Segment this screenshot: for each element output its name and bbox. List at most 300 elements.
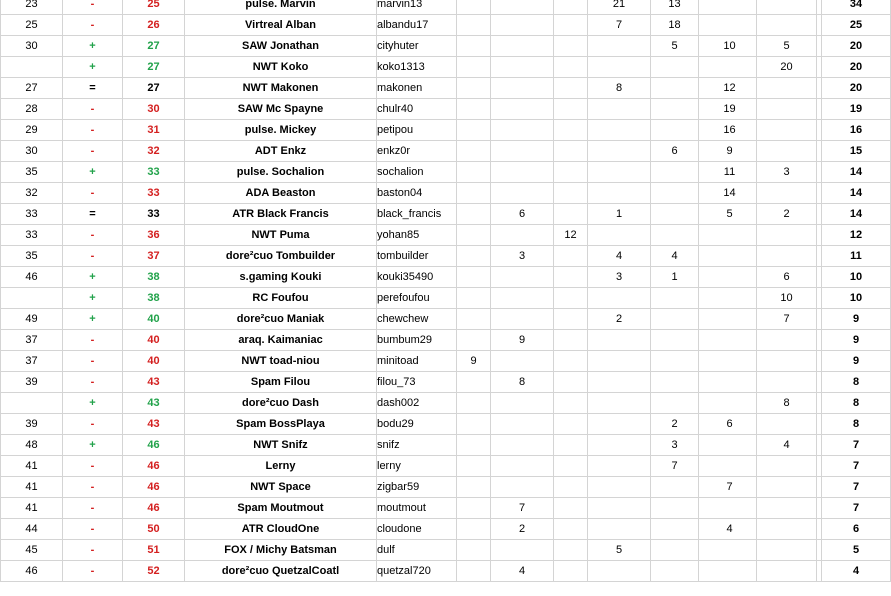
nickname-cell: chulr40 (377, 99, 457, 120)
score-cell (491, 141, 554, 162)
player-team-cell: SAW Mc Spayne (185, 99, 377, 120)
trend-indicator: + (63, 435, 123, 456)
total-points-cell: 10 (822, 267, 891, 288)
score-cell (457, 309, 491, 330)
score-cell (757, 120, 817, 141)
score-cell (554, 498, 588, 519)
player-team-cell: pulse. Marvin (185, 0, 377, 15)
score-cell (651, 288, 699, 309)
score-cell (651, 330, 699, 351)
score-cell (699, 372, 757, 393)
table-row (1, 456, 891, 477)
nickname-cell: koko1313 (377, 57, 457, 78)
total-points-cell: 15 (822, 141, 891, 162)
score-cell (757, 99, 817, 120)
player-team-cell: RC Foufou (185, 288, 377, 309)
total-points-cell: 9 (822, 309, 891, 330)
total-points-cell: 20 (822, 36, 891, 57)
score-cell (757, 246, 817, 267)
score-cell: 5 (699, 204, 757, 225)
nickname-cell: moutmout (377, 498, 457, 519)
score-cell (699, 498, 757, 519)
rank-cell: 46 (123, 477, 185, 498)
score-cell: 16 (699, 120, 757, 141)
score-cell (554, 435, 588, 456)
nickname-cell: cityhuter (377, 36, 457, 57)
score-cell: 8 (588, 78, 651, 99)
score-cell (554, 351, 588, 372)
score-cell (651, 477, 699, 498)
score-cell (588, 456, 651, 477)
player-team-cell: araq. Kaimaniac (185, 330, 377, 351)
previous-rank-cell: 37 (1, 330, 63, 351)
score-cell (457, 435, 491, 456)
score-cell: 7 (699, 477, 757, 498)
trend-indicator: - (63, 561, 123, 582)
rank-cell: 51 (123, 540, 185, 561)
score-cell (757, 0, 817, 15)
nickname-cell: marvin13 (377, 0, 457, 15)
score-cell (699, 309, 757, 330)
previous-rank-cell: 46 (1, 267, 63, 288)
nickname-cell: petipou (377, 120, 457, 141)
score-cell (491, 36, 554, 57)
total-points-cell: 25 (822, 15, 891, 36)
total-points-cell: 20 (822, 78, 891, 99)
score-cell (651, 162, 699, 183)
score-cell (757, 225, 817, 246)
score-cell: 2 (757, 204, 817, 225)
rank-cell: 46 (123, 498, 185, 519)
rank-cell: 30 (123, 99, 185, 120)
score-cell (651, 57, 699, 78)
score-cell (491, 183, 554, 204)
score-cell (699, 351, 757, 372)
total-points-cell: 16 (822, 120, 891, 141)
score-cell (457, 393, 491, 414)
score-cell: 1 (651, 267, 699, 288)
previous-rank-cell: 45 (1, 540, 63, 561)
previous-rank-cell: 28 (1, 99, 63, 120)
score-cell (757, 477, 817, 498)
previous-rank-cell: 30 (1, 36, 63, 57)
player-team-cell: Spam Moutmout (185, 498, 377, 519)
score-cell (554, 372, 588, 393)
rank-cell: 37 (123, 246, 185, 267)
score-cell (457, 36, 491, 57)
score-cell: 12 (699, 78, 757, 99)
score-cell (457, 141, 491, 162)
score-cell (554, 141, 588, 162)
previous-rank-cell (1, 393, 63, 414)
score-cell: 10 (699, 36, 757, 57)
score-cell: 5 (588, 540, 651, 561)
score-cell (588, 435, 651, 456)
previous-rank-cell: 30 (1, 141, 63, 162)
score-cell (588, 162, 651, 183)
score-cell (554, 456, 588, 477)
table-row (1, 372, 891, 393)
score-cell (757, 15, 817, 36)
rank-cell: 25 (123, 0, 185, 15)
score-cell (588, 477, 651, 498)
previous-rank-cell (1, 57, 63, 78)
score-cell (457, 519, 491, 540)
score-cell (651, 351, 699, 372)
score-cell (457, 57, 491, 78)
score-cell (651, 204, 699, 225)
score-cell (457, 477, 491, 498)
score-cell (491, 15, 554, 36)
player-team-cell: pulse. Mickey (185, 120, 377, 141)
score-cell (699, 330, 757, 351)
nickname-cell: bodu29 (377, 414, 457, 435)
score-cell (757, 330, 817, 351)
score-cell (699, 0, 757, 15)
table-row (1, 267, 891, 288)
rank-cell: 46 (123, 456, 185, 477)
total-points-cell: 19 (822, 99, 891, 120)
score-cell (554, 288, 588, 309)
previous-rank-cell: 49 (1, 309, 63, 330)
previous-rank-cell: 23 (1, 0, 63, 15)
score-cell (457, 540, 491, 561)
trend-indicator: - (63, 540, 123, 561)
rank-cell: 27 (123, 36, 185, 57)
previous-rank-cell: 48 (1, 435, 63, 456)
score-cell (699, 435, 757, 456)
score-cell (457, 372, 491, 393)
score-cell (491, 225, 554, 246)
score-cell (699, 288, 757, 309)
score-cell: 4 (699, 519, 757, 540)
score-cell (491, 99, 554, 120)
player-team-cell: Spam BossPlaya (185, 414, 377, 435)
score-cell (588, 561, 651, 582)
nickname-cell: minitoad (377, 351, 457, 372)
player-team-cell: NWT toad-niou (185, 351, 377, 372)
score-cell (554, 183, 588, 204)
total-points-cell: 12 (822, 225, 891, 246)
score-cell (588, 372, 651, 393)
previous-rank-cell: 41 (1, 498, 63, 519)
score-cell: 13 (651, 0, 699, 15)
score-cell: 9 (699, 141, 757, 162)
previous-rank-cell (1, 288, 63, 309)
score-cell (457, 78, 491, 99)
score-cell: 10 (757, 288, 817, 309)
score-cell (588, 141, 651, 162)
trend-indicator: - (63, 15, 123, 36)
score-cell (554, 78, 588, 99)
score-cell (651, 519, 699, 540)
total-points-cell: 8 (822, 393, 891, 414)
score-cell: 4 (757, 435, 817, 456)
trend-indicator: + (63, 57, 123, 78)
score-cell (457, 99, 491, 120)
score-cell: 2 (588, 309, 651, 330)
score-cell: 18 (651, 15, 699, 36)
table-row (1, 540, 891, 561)
score-cell (651, 183, 699, 204)
score-cell (491, 288, 554, 309)
score-cell (491, 267, 554, 288)
player-team-cell: SAW Jonathan (185, 36, 377, 57)
score-cell (554, 561, 588, 582)
rank-cell: 33 (123, 204, 185, 225)
score-cell (491, 456, 554, 477)
score-cell (588, 414, 651, 435)
total-points-cell: 8 (822, 414, 891, 435)
rank-cell: 32 (123, 141, 185, 162)
score-cell (588, 225, 651, 246)
player-team-cell: NWT Makonen (185, 78, 377, 99)
score-cell: 4 (651, 246, 699, 267)
score-cell (457, 225, 491, 246)
score-cell (699, 561, 757, 582)
score-cell (491, 414, 554, 435)
score-cell: 3 (588, 267, 651, 288)
score-cell: 3 (651, 435, 699, 456)
previous-rank-cell: 41 (1, 456, 63, 477)
score-cell: 11 (699, 162, 757, 183)
score-cell (457, 456, 491, 477)
score-cell (651, 120, 699, 141)
player-team-cell: Virtreal Alban (185, 15, 377, 36)
score-cell (699, 456, 757, 477)
player-team-cell: ADA Beaston (185, 183, 377, 204)
nickname-cell: lerny (377, 456, 457, 477)
player-team-cell: dore²cuo Tombuilder (185, 246, 377, 267)
score-cell (457, 246, 491, 267)
player-team-cell: dore²cuo Maniak (185, 309, 377, 330)
score-cell: 8 (757, 393, 817, 414)
trend-indicator: - (63, 183, 123, 204)
trend-indicator: - (63, 225, 123, 246)
rank-cell: 43 (123, 393, 185, 414)
total-points-cell: 11 (822, 246, 891, 267)
score-cell (757, 498, 817, 519)
score-cell (491, 57, 554, 78)
score-cell (588, 351, 651, 372)
rank-cell: 40 (123, 330, 185, 351)
rank-cell: 27 (123, 78, 185, 99)
player-team-cell: Lerny (185, 456, 377, 477)
nickname-cell: tombuilder (377, 246, 457, 267)
score-cell (554, 246, 588, 267)
score-cell: 7 (588, 15, 651, 36)
nickname-cell: makonen (377, 78, 457, 99)
total-points-cell: 14 (822, 204, 891, 225)
trend-indicator: = (63, 204, 123, 225)
trend-indicator: + (63, 288, 123, 309)
total-points-cell: 7 (822, 477, 891, 498)
previous-rank-cell: 35 (1, 162, 63, 183)
score-cell (757, 519, 817, 540)
previous-rank-cell: 33 (1, 225, 63, 246)
score-cell (757, 351, 817, 372)
previous-rank-cell: 32 (1, 183, 63, 204)
score-cell (554, 57, 588, 78)
rank-cell: 43 (123, 414, 185, 435)
total-points-cell: 8 (822, 372, 891, 393)
table-row (1, 0, 891, 15)
nickname-cell: sochalion (377, 162, 457, 183)
total-points-cell: 7 (822, 456, 891, 477)
trend-indicator: + (63, 267, 123, 288)
player-team-cell: dore²cuo QuetzalCoatl (185, 561, 377, 582)
rank-cell: 38 (123, 267, 185, 288)
score-cell (554, 0, 588, 15)
score-cell (554, 414, 588, 435)
score-cell: 4 (588, 246, 651, 267)
score-cell: 6 (651, 141, 699, 162)
score-cell (757, 372, 817, 393)
total-points-cell: 14 (822, 183, 891, 204)
total-points-cell: 14 (822, 162, 891, 183)
table-row (1, 519, 891, 540)
rank-cell: 43 (123, 372, 185, 393)
rank-cell: 33 (123, 183, 185, 204)
score-cell (457, 120, 491, 141)
trend-indicator: - (63, 519, 123, 540)
nickname-cell: chewchew (377, 309, 457, 330)
table-row (1, 15, 891, 36)
trend-indicator: + (63, 162, 123, 183)
rank-cell: 31 (123, 120, 185, 141)
score-cell (491, 309, 554, 330)
trend-indicator: - (63, 372, 123, 393)
score-cell (554, 393, 588, 414)
previous-rank-cell: 25 (1, 15, 63, 36)
trend-indicator: + (63, 393, 123, 414)
table-row (1, 78, 891, 99)
nickname-cell: albandu17 (377, 15, 457, 36)
trend-indicator: - (63, 141, 123, 162)
score-cell (554, 540, 588, 561)
score-cell (588, 393, 651, 414)
score-cell (588, 99, 651, 120)
score-cell: 5 (651, 36, 699, 57)
rank-cell: 33 (123, 162, 185, 183)
score-cell (588, 120, 651, 141)
score-cell: 19 (699, 99, 757, 120)
score-cell (757, 456, 817, 477)
trend-indicator: - (63, 0, 123, 15)
score-cell: 5 (757, 36, 817, 57)
trend-indicator: - (63, 456, 123, 477)
score-cell (457, 498, 491, 519)
table-row (1, 309, 891, 330)
score-cell: 9 (491, 330, 554, 351)
previous-rank-cell: 27 (1, 78, 63, 99)
rank-cell: 40 (123, 309, 185, 330)
score-cell: 9 (457, 351, 491, 372)
score-cell (554, 99, 588, 120)
score-cell (699, 15, 757, 36)
player-team-cell: NWT Snifz (185, 435, 377, 456)
score-cell (757, 414, 817, 435)
nickname-cell: enkz0r (377, 141, 457, 162)
trend-indicator: - (63, 477, 123, 498)
score-cell: 3 (757, 162, 817, 183)
score-cell (554, 477, 588, 498)
previous-rank-cell: 39 (1, 372, 63, 393)
total-points-cell: 4 (822, 561, 891, 582)
trend-indicator: - (63, 120, 123, 141)
score-cell (699, 267, 757, 288)
total-points-cell: 9 (822, 351, 891, 372)
rank-cell: 26 (123, 15, 185, 36)
total-points-cell: 20 (822, 57, 891, 78)
table-row (1, 99, 891, 120)
nickname-cell: perefoufou (377, 288, 457, 309)
ranking-body (1, 0, 891, 582)
nickname-cell: bumbum29 (377, 330, 457, 351)
score-cell (588, 183, 651, 204)
score-cell (757, 561, 817, 582)
score-cell (554, 309, 588, 330)
score-cell: 7 (757, 309, 817, 330)
score-cell (457, 561, 491, 582)
score-cell (457, 204, 491, 225)
total-points-cell: 7 (822, 498, 891, 519)
score-cell: 2 (651, 414, 699, 435)
score-cell (554, 204, 588, 225)
nickname-cell: cloudone (377, 519, 457, 540)
total-points-cell: 5 (822, 540, 891, 561)
total-points-cell: 10 (822, 288, 891, 309)
score-cell: 12 (554, 225, 588, 246)
score-cell (651, 225, 699, 246)
player-team-cell: NWT Space (185, 477, 377, 498)
score-cell (554, 15, 588, 36)
score-cell (699, 246, 757, 267)
player-team-cell: NWT Koko (185, 57, 377, 78)
table-row (1, 36, 891, 57)
score-cell: 4 (491, 561, 554, 582)
score-cell (491, 78, 554, 99)
score-cell (457, 0, 491, 15)
score-cell: 20 (757, 57, 817, 78)
score-cell (651, 372, 699, 393)
table-row (1, 162, 891, 183)
table-row (1, 477, 891, 498)
score-cell (457, 288, 491, 309)
rank-cell: 40 (123, 351, 185, 372)
score-cell (491, 120, 554, 141)
previous-rank-cell: 44 (1, 519, 63, 540)
table-row (1, 498, 891, 519)
score-cell (554, 120, 588, 141)
table-row (1, 561, 891, 582)
previous-rank-cell: 35 (1, 246, 63, 267)
score-cell (588, 519, 651, 540)
score-cell (588, 498, 651, 519)
score-cell (651, 498, 699, 519)
score-cell (457, 183, 491, 204)
score-cell (491, 435, 554, 456)
table-row (1, 393, 891, 414)
score-cell: 1 (588, 204, 651, 225)
score-cell: 2 (491, 519, 554, 540)
score-cell (757, 540, 817, 561)
score-cell: 7 (651, 456, 699, 477)
nickname-cell: zigbar59 (377, 477, 457, 498)
total-points-cell: 9 (822, 330, 891, 351)
score-cell (699, 225, 757, 246)
score-cell (491, 393, 554, 414)
